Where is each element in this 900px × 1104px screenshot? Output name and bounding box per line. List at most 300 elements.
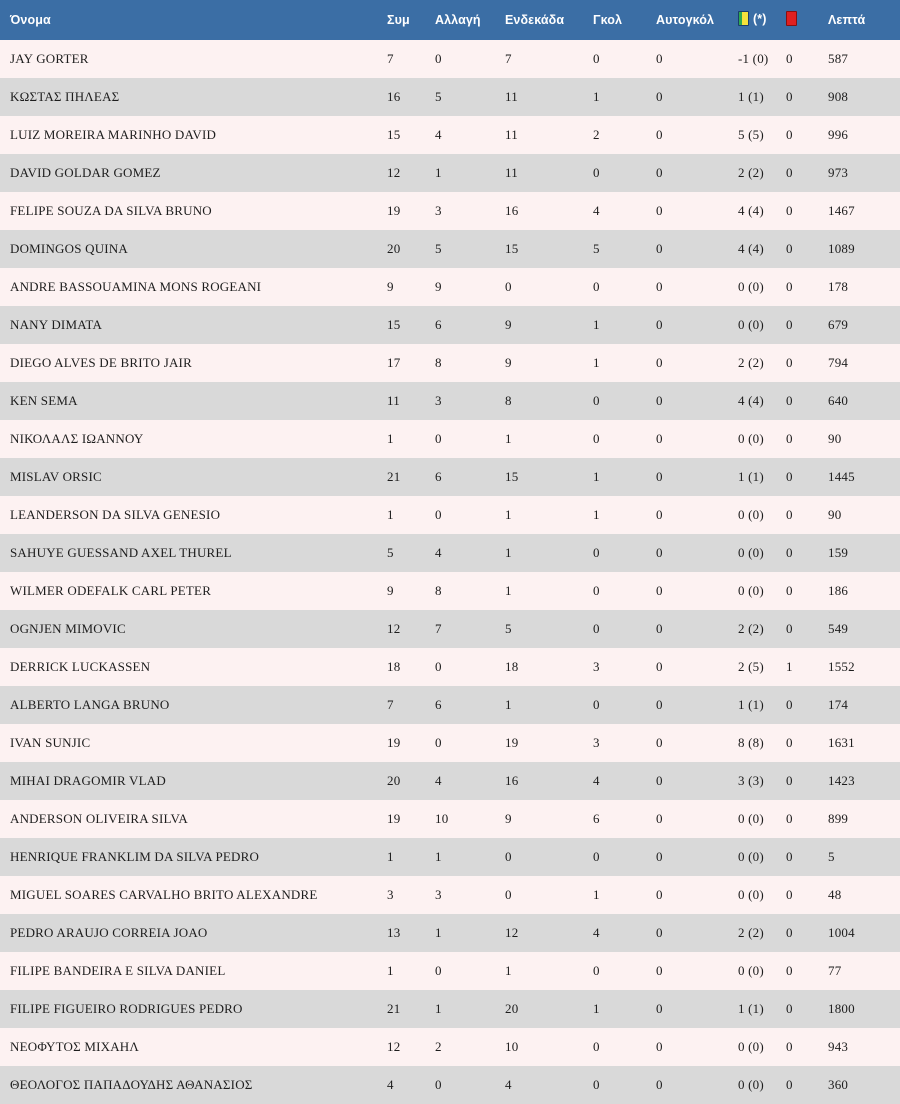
cell-starting-eleven: 11 (495, 154, 583, 192)
column-header-yellow-cards[interactable] (728, 0, 776, 40)
cell-goals: 1 (583, 78, 646, 116)
cell-own-goals: 0 (646, 876, 728, 914)
table-row[interactable] (0, 116, 900, 154)
cell-own-goals: 0 (646, 1028, 728, 1066)
cell-red-cards: 0 (776, 572, 818, 610)
cell-yellow-cards: 1 (1) (728, 458, 776, 496)
cell-red-cards: 0 (776, 990, 818, 1028)
cell-own-goals: 0 (646, 192, 728, 230)
cell-starting-eleven: 1 (495, 420, 583, 458)
cell-minutes: 159 (818, 534, 900, 572)
cell-substitution: 5 (425, 78, 495, 116)
cell-own-goals: 0 (646, 306, 728, 344)
cell-minutes: 973 (818, 154, 900, 192)
column-header-starting-eleven-label: Ενδεκάδα (505, 13, 565, 27)
cell-minutes: 178 (818, 268, 900, 306)
cell-yellow-cards: 5 (5) (728, 116, 776, 154)
cell-minutes: 1631 (818, 724, 900, 762)
cell-name: JAY GORTER (0, 40, 377, 78)
cell-name: FILIPE FIGUEIRO RODRIGUES PEDRO (0, 990, 377, 1028)
cell-minutes: 794 (818, 344, 900, 382)
cell-goals: 1 (583, 876, 646, 914)
cell-minutes: 908 (818, 78, 900, 116)
cell-name: KEN SEMA (0, 382, 377, 420)
cell-yellow-cards: 0 (0) (728, 838, 776, 876)
table-row[interactable] (0, 1028, 900, 1066)
cell-name: ΚΩΣΤΑΣ ΠΗΛΕΑΣ (0, 78, 377, 116)
cell-name: ΝΙΚΟΛΑΛΣ ΙΩΑΝΝΟΥ (0, 420, 377, 458)
column-header-red-cards[interactable] (776, 0, 818, 40)
cell-name: LEANDERSON DA SILVA GENESIO (0, 496, 377, 534)
cell-starting-eleven: 20 (495, 990, 583, 1028)
column-header-appearances[interactable] (377, 0, 425, 40)
cell-appearances: 4 (377, 1066, 425, 1104)
cell-name: FELIPE SOUZA DA SILVA BRUNO (0, 192, 377, 230)
cell-minutes: 1552 (818, 648, 900, 686)
cell-appearances: 17 (377, 344, 425, 382)
cell-goals: 0 (583, 838, 646, 876)
cell-name: WILMER ODEFALK CARL PETER (0, 572, 377, 610)
cell-substitution: 6 (425, 306, 495, 344)
cell-own-goals: 0 (646, 78, 728, 116)
cell-yellow-cards: 2 (2) (728, 914, 776, 952)
cell-starting-eleven: 0 (495, 268, 583, 306)
cell-substitution: 3 (425, 382, 495, 420)
column-header-minutes[interactable] (818, 0, 900, 40)
cell-starting-eleven: 5 (495, 610, 583, 648)
cell-starting-eleven: 1 (495, 572, 583, 610)
table-row[interactable] (0, 1066, 900, 1104)
cell-goals: 0 (583, 686, 646, 724)
cell-red-cards: 0 (776, 724, 818, 762)
cell-own-goals: 0 (646, 230, 728, 268)
cell-own-goals: 0 (646, 382, 728, 420)
cell-goals: 1 (583, 344, 646, 382)
cell-substitution: 4 (425, 534, 495, 572)
cell-name: ANDERSON OLIVEIRA SILVA (0, 800, 377, 838)
cell-appearances: 9 (377, 268, 425, 306)
cell-appearances: 3 (377, 876, 425, 914)
cell-goals: 6 (583, 800, 646, 838)
cell-appearances: 18 (377, 648, 425, 686)
cell-minutes: 943 (818, 1028, 900, 1066)
cell-goals: 0 (583, 610, 646, 648)
table-header-row (0, 0, 900, 40)
table-row[interactable] (0, 306, 900, 344)
cell-minutes: 174 (818, 686, 900, 724)
column-header-substitution[interactable] (425, 0, 495, 40)
cell-minutes: 90 (818, 420, 900, 458)
cell-own-goals: 0 (646, 838, 728, 876)
cell-red-cards: 0 (776, 382, 818, 420)
cell-starting-eleven: 1 (495, 496, 583, 534)
cell-goals: 0 (583, 952, 646, 990)
cell-substitution: 5 (425, 230, 495, 268)
cell-minutes: 679 (818, 306, 900, 344)
cell-substitution: 0 (425, 724, 495, 762)
cell-yellow-cards: 0 (0) (728, 800, 776, 838)
cell-yellow-cards: 2 (2) (728, 610, 776, 648)
cell-own-goals: 0 (646, 154, 728, 192)
cell-yellow-cards: 0 (0) (728, 1066, 776, 1104)
cell-own-goals: 0 (646, 952, 728, 990)
cell-own-goals: 0 (646, 572, 728, 610)
cell-minutes: 186 (818, 572, 900, 610)
cell-goals: 0 (583, 382, 646, 420)
cell-name: MIHAI DRAGOMIR VLAD (0, 762, 377, 800)
cell-substitution: 0 (425, 420, 495, 458)
cell-yellow-cards: 2 (5) (728, 648, 776, 686)
cell-red-cards: 0 (776, 838, 818, 876)
table-row[interactable] (0, 420, 900, 458)
cell-starting-eleven: 0 (495, 876, 583, 914)
cell-own-goals: 0 (646, 344, 728, 382)
cell-name: HENRIQUE FRANKLIM DA SILVA PEDRO (0, 838, 377, 876)
cell-red-cards: 1 (776, 648, 818, 686)
cell-substitution: 4 (425, 116, 495, 154)
cell-appearances: 12 (377, 154, 425, 192)
table-row[interactable] (0, 268, 900, 306)
cell-starting-eleven: 7 (495, 40, 583, 78)
cell-name: PEDRO ARAUJO CORREIA JOAO (0, 914, 377, 952)
cell-minutes: 1423 (818, 762, 900, 800)
cell-substitution: 1 (425, 838, 495, 876)
cell-goals: 0 (583, 420, 646, 458)
cell-red-cards: 0 (776, 230, 818, 268)
cell-minutes: 899 (818, 800, 900, 838)
cell-yellow-cards: 4 (4) (728, 192, 776, 230)
cell-yellow-cards: 0 (0) (728, 952, 776, 990)
cell-name: DIEGO ALVES DE BRITO JAIR (0, 344, 377, 382)
cell-substitution: 6 (425, 686, 495, 724)
cell-appearances: 19 (377, 800, 425, 838)
table-row[interactable] (0, 876, 900, 914)
cell-goals: 1 (583, 496, 646, 534)
cell-name: DERRICK LUCKASSEN (0, 648, 377, 686)
cell-appearances: 20 (377, 762, 425, 800)
cell-substitution: 0 (425, 40, 495, 78)
column-header-minutes-label: Λεπτά (828, 13, 866, 27)
table-row[interactable] (0, 230, 900, 268)
cell-substitution: 0 (425, 648, 495, 686)
cell-appearances: 15 (377, 306, 425, 344)
cell-minutes: 640 (818, 382, 900, 420)
cell-name: ALBERTO LANGA BRUNO (0, 686, 377, 724)
cell-goals: 5 (583, 230, 646, 268)
cell-own-goals: 0 (646, 648, 728, 686)
cell-starting-eleven: 11 (495, 78, 583, 116)
cell-yellow-cards: 2 (2) (728, 154, 776, 192)
table-row[interactable] (0, 534, 900, 572)
cell-own-goals: 0 (646, 268, 728, 306)
cell-substitution: 1 (425, 990, 495, 1028)
cell-own-goals: 0 (646, 800, 728, 838)
cell-red-cards: 0 (776, 876, 818, 914)
cell-appearances: 9 (377, 572, 425, 610)
cell-name: OGNJEN MIMOVIC (0, 610, 377, 648)
cell-yellow-cards: 0 (0) (728, 306, 776, 344)
table-row[interactable] (0, 192, 900, 230)
cell-minutes: 1445 (818, 458, 900, 496)
table-row[interactable] (0, 78, 900, 116)
cell-red-cards: 0 (776, 610, 818, 648)
cell-appearances: 11 (377, 382, 425, 420)
cell-own-goals: 0 (646, 496, 728, 534)
table-row[interactable] (0, 800, 900, 838)
cell-appearances: 7 (377, 686, 425, 724)
column-header-substitution-label: Αλλαγή (435, 13, 481, 27)
cell-starting-eleven: 1 (495, 686, 583, 724)
cell-red-cards: 0 (776, 154, 818, 192)
cell-minutes: 5 (818, 838, 900, 876)
cell-goals: 1 (583, 306, 646, 344)
cell-substitution: 10 (425, 800, 495, 838)
cell-name: MISLAV ORSIC (0, 458, 377, 496)
cell-yellow-cards: 0 (0) (728, 268, 776, 306)
cell-starting-eleven: 9 (495, 344, 583, 382)
red-card-icon (786, 11, 797, 26)
cell-starting-eleven: 12 (495, 914, 583, 952)
cell-red-cards: 0 (776, 306, 818, 344)
cell-red-cards: 0 (776, 496, 818, 534)
cell-name: FILIPE BANDEIRA E SILVA DANIEL (0, 952, 377, 990)
cell-own-goals: 0 (646, 610, 728, 648)
cell-starting-eleven: 10 (495, 1028, 583, 1066)
cell-substitution: 8 (425, 572, 495, 610)
cell-yellow-cards: 2 (2) (728, 344, 776, 382)
cell-goals: 0 (583, 40, 646, 78)
table-row[interactable] (0, 154, 900, 192)
cell-red-cards: 0 (776, 420, 818, 458)
cell-starting-eleven: 16 (495, 762, 583, 800)
cell-minutes: 587 (818, 40, 900, 78)
table-row[interactable] (0, 610, 900, 648)
cell-yellow-cards: 0 (0) (728, 496, 776, 534)
cell-own-goals: 0 (646, 458, 728, 496)
cell-appearances: 5 (377, 534, 425, 572)
table-row[interactable] (0, 914, 900, 952)
cell-own-goals: 0 (646, 990, 728, 1028)
cell-starting-eleven: 4 (495, 1066, 583, 1104)
cell-appearances: 13 (377, 914, 425, 952)
cell-goals: 0 (583, 1066, 646, 1104)
cell-own-goals: 0 (646, 686, 728, 724)
cell-red-cards: 0 (776, 534, 818, 572)
cell-minutes: 996 (818, 116, 900, 154)
cell-substitution: 0 (425, 496, 495, 534)
table-row[interactable] (0, 40, 900, 78)
cell-yellow-cards: 1 (1) (728, 686, 776, 724)
cell-red-cards: 0 (776, 800, 818, 838)
cell-own-goals: 0 (646, 40, 728, 78)
column-header-yellow-cards-label: (*) (753, 11, 767, 26)
cell-red-cards: 0 (776, 192, 818, 230)
table-row[interactable] (0, 686, 900, 724)
cell-appearances: 12 (377, 610, 425, 648)
cell-own-goals: 0 (646, 534, 728, 572)
column-header-appearances-label: Συμ (387, 13, 410, 27)
cell-red-cards: 0 (776, 268, 818, 306)
cell-yellow-cards: 1 (1) (728, 990, 776, 1028)
cell-name: NANY DIMATA (0, 306, 377, 344)
cell-red-cards: 0 (776, 1028, 818, 1066)
cell-yellow-cards: 3 (3) (728, 762, 776, 800)
cell-substitution: 1 (425, 914, 495, 952)
cell-yellow-cards: 1 (1) (728, 78, 776, 116)
cell-goals: 0 (583, 534, 646, 572)
cell-name: LUIZ MOREIRA MARINHO DAVID (0, 116, 377, 154)
table-row[interactable] (0, 458, 900, 496)
cell-name: DOMINGOS QUINA (0, 230, 377, 268)
cell-goals: 4 (583, 762, 646, 800)
cell-yellow-cards: 4 (4) (728, 230, 776, 268)
cell-substitution: 3 (425, 876, 495, 914)
cell-substitution: 7 (425, 610, 495, 648)
cell-appearances: 21 (377, 990, 425, 1028)
cell-minutes: 1800 (818, 990, 900, 1028)
cell-minutes: 77 (818, 952, 900, 990)
cell-appearances: 16 (377, 78, 425, 116)
cell-starting-eleven: 9 (495, 306, 583, 344)
column-header-own-goals[interactable] (646, 0, 728, 40)
cell-starting-eleven: 1 (495, 952, 583, 990)
cell-own-goals: 0 (646, 1066, 728, 1104)
cell-red-cards: 0 (776, 344, 818, 382)
cell-starting-eleven: 19 (495, 724, 583, 762)
cell-red-cards: 0 (776, 458, 818, 496)
cell-goals: 0 (583, 268, 646, 306)
cell-starting-eleven: 9 (495, 800, 583, 838)
cell-red-cards: 0 (776, 686, 818, 724)
table-row[interactable] (0, 382, 900, 420)
cell-red-cards: 0 (776, 762, 818, 800)
cell-substitution: 1 (425, 154, 495, 192)
cell-substitution: 0 (425, 1066, 495, 1104)
cell-starting-eleven: 11 (495, 116, 583, 154)
cell-yellow-cards: -1 (0) (728, 40, 776, 78)
cell-minutes: 1089 (818, 230, 900, 268)
cell-red-cards: 0 (776, 116, 818, 154)
table-header (0, 0, 900, 40)
cell-goals: 1 (583, 990, 646, 1028)
cell-goals: 3 (583, 648, 646, 686)
cell-own-goals: 0 (646, 914, 728, 952)
cell-own-goals: 0 (646, 762, 728, 800)
cell-substitution: 3 (425, 192, 495, 230)
cell-appearances: 20 (377, 230, 425, 268)
cell-own-goals: 0 (646, 724, 728, 762)
cell-starting-eleven: 1 (495, 534, 583, 572)
cell-starting-eleven: 16 (495, 192, 583, 230)
cell-red-cards: 0 (776, 952, 818, 990)
table-row[interactable] (0, 496, 900, 534)
cell-goals: 4 (583, 914, 646, 952)
table-row[interactable] (0, 990, 900, 1028)
cell-name: DAVID GOLDAR GOMEZ (0, 154, 377, 192)
cell-yellow-cards: 0 (0) (728, 534, 776, 572)
cell-name: MIGUEL SOARES CARVALHO BRITO ALEXANDRE (0, 876, 377, 914)
cell-substitution: 6 (425, 458, 495, 496)
cell-minutes: 360 (818, 1066, 900, 1104)
cell-red-cards: 0 (776, 1066, 818, 1104)
cell-substitution: 9 (425, 268, 495, 306)
cell-red-cards: 0 (776, 914, 818, 952)
cell-own-goals: 0 (646, 420, 728, 458)
cell-substitution: 8 (425, 344, 495, 382)
table-row[interactable] (0, 762, 900, 800)
cell-minutes: 90 (818, 496, 900, 534)
cell-goals: 0 (583, 1028, 646, 1066)
cell-appearances: 1 (377, 496, 425, 534)
cell-name: ΘΕΟΛΟΓΟΣ ΠΑΠΑΔΟΥΔΗΣ ΑΘΑΝΑΣΙΟΣ (0, 1066, 377, 1104)
cell-yellow-cards: 8 (8) (728, 724, 776, 762)
cell-red-cards: 0 (776, 78, 818, 116)
cell-appearances: 15 (377, 116, 425, 154)
yellow-card-icon (738, 11, 749, 26)
cell-goals: 1 (583, 458, 646, 496)
table-row[interactable] (0, 344, 900, 382)
cell-starting-eleven: 15 (495, 230, 583, 268)
cell-appearances: 19 (377, 192, 425, 230)
cell-appearances: 12 (377, 1028, 425, 1066)
cell-minutes: 549 (818, 610, 900, 648)
cell-yellow-cards: 0 (0) (728, 572, 776, 610)
table-row[interactable] (0, 724, 900, 762)
cell-name: ANDRE BASSOUAMINA MONS ROGEANI (0, 268, 377, 306)
cell-starting-eleven: 8 (495, 382, 583, 420)
column-header-starting-eleven[interactable] (495, 0, 583, 40)
cell-name: ΝΕΟΦΥΤΟΣ ΜΙΧΑΗΛ (0, 1028, 377, 1066)
cell-yellow-cards: 0 (0) (728, 420, 776, 458)
cell-goals: 3 (583, 724, 646, 762)
column-header-goals-label: Γκολ (593, 13, 623, 27)
column-header-own-goals-label: Αυτογκόλ (656, 13, 715, 27)
cell-appearances: 1 (377, 420, 425, 458)
column-header-name-label: Όνομα (10, 13, 51, 27)
column-header-name[interactable] (0, 0, 377, 40)
column-header-goals[interactable] (583, 0, 646, 40)
cell-substitution: 2 (425, 1028, 495, 1066)
cell-substitution: 0 (425, 952, 495, 990)
cell-appearances: 19 (377, 724, 425, 762)
cell-red-cards: 0 (776, 40, 818, 78)
cell-goals: 2 (583, 116, 646, 154)
cell-goals: 4 (583, 192, 646, 230)
cell-goals: 0 (583, 154, 646, 192)
cell-name: SAHUYE GUESSAND AXEL THUREL (0, 534, 377, 572)
cell-minutes: 48 (818, 876, 900, 914)
cell-minutes: 1467 (818, 192, 900, 230)
table-body (0, 40, 900, 1104)
cell-appearances: 7 (377, 40, 425, 78)
table-row[interactable] (0, 572, 900, 610)
cell-appearances: 21 (377, 458, 425, 496)
cell-starting-eleven: 0 (495, 838, 583, 876)
cell-appearances: 1 (377, 952, 425, 990)
cell-goals: 0 (583, 572, 646, 610)
cell-yellow-cards: 4 (4) (728, 382, 776, 420)
cell-name: IVAN SUNJIC (0, 724, 377, 762)
cell-appearances: 1 (377, 838, 425, 876)
table-row[interactable] (0, 648, 900, 686)
table-row[interactable] (0, 838, 900, 876)
table-row[interactable] (0, 952, 900, 990)
cell-minutes: 1004 (818, 914, 900, 952)
cell-starting-eleven: 15 (495, 458, 583, 496)
cell-substitution: 4 (425, 762, 495, 800)
cell-yellow-cards: 0 (0) (728, 1028, 776, 1066)
cell-own-goals: 0 (646, 116, 728, 154)
